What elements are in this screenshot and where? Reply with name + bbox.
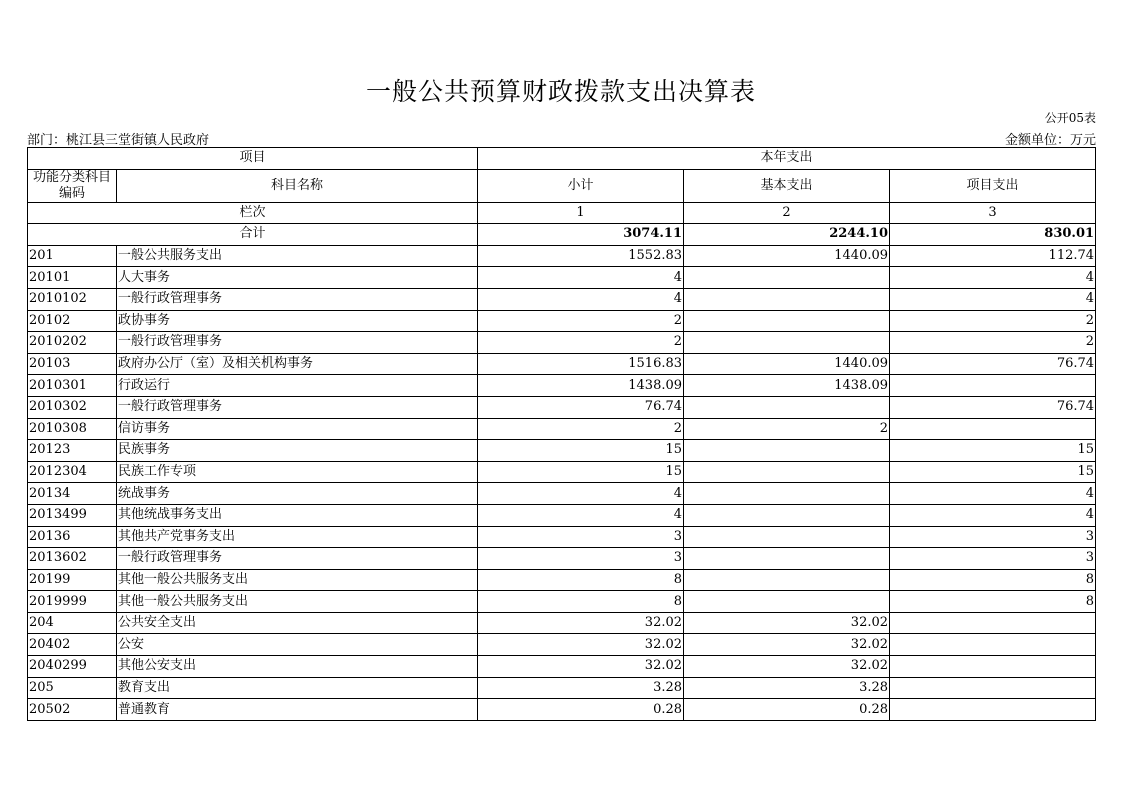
row-program: 4 xyxy=(890,504,1096,526)
row-basic: 32.02 xyxy=(684,612,890,634)
table-row xyxy=(28,418,1096,440)
row-name: 一般行政管理事务 xyxy=(117,332,478,354)
row-subtotal: 4 xyxy=(478,504,684,526)
row-subtotal: 15 xyxy=(478,461,684,483)
row-program: 8 xyxy=(890,591,1096,613)
department-label: 部门：桃江县三堂街镇人民政府 xyxy=(27,133,210,148)
row-code: 20101 xyxy=(28,267,117,289)
row-basic xyxy=(684,288,890,310)
row-program xyxy=(890,699,1096,721)
row-subtotal: 2 xyxy=(478,418,684,440)
row-program: 15 xyxy=(890,461,1096,483)
row-code: 20103 xyxy=(28,353,117,375)
row-basic xyxy=(684,483,890,505)
header-name: 科目名称 xyxy=(117,169,478,202)
row-subtotal: 32.02 xyxy=(478,634,684,656)
row-basic xyxy=(684,504,890,526)
table-row xyxy=(28,375,1096,397)
row-subtotal: 4 xyxy=(478,267,684,289)
row-program xyxy=(890,612,1096,634)
row-subtotal: 32.02 xyxy=(478,656,684,678)
row-code: 2010302 xyxy=(28,396,117,418)
table-row xyxy=(28,440,1096,462)
row-name: 一般行政管理事务 xyxy=(117,396,478,418)
col-index-1: 1 xyxy=(478,202,684,224)
row-code: 204 xyxy=(28,612,117,634)
page-title: 一般公共预算财政拨款支出决算表 xyxy=(365,77,756,106)
row-program: 76.74 xyxy=(890,353,1096,375)
row-name: 其他一般公共服务支出 xyxy=(117,569,478,591)
row-basic xyxy=(684,569,890,591)
row-basic: 1438.09 xyxy=(684,375,890,397)
table-row xyxy=(28,396,1096,418)
row-name: 普通教育 xyxy=(117,699,478,721)
row-code: 205 xyxy=(28,677,117,699)
row-name: 政府办公厅（室）及相关机构事务 xyxy=(117,353,478,375)
row-subtotal: 1552.83 xyxy=(478,245,684,267)
row-code: 20136 xyxy=(28,526,117,548)
header-project: 项目 xyxy=(28,148,478,170)
table-row xyxy=(28,569,1096,591)
row-basic: 1440.09 xyxy=(684,353,890,375)
row-basic xyxy=(684,332,890,354)
row-basic xyxy=(684,461,890,483)
header-basic: 基本支出 xyxy=(684,169,890,202)
row-basic xyxy=(684,267,890,289)
row-program: 4 xyxy=(890,483,1096,505)
row-program xyxy=(890,634,1096,656)
header-code: 功能分类科目编码 xyxy=(28,169,117,202)
row-code: 2010202 xyxy=(28,332,117,354)
row-name: 其他共产党事务支出 xyxy=(117,526,478,548)
table-row xyxy=(28,612,1096,634)
row-name: 行政运行 xyxy=(117,375,478,397)
row-code: 2040299 xyxy=(28,656,117,678)
row-basic: 32.02 xyxy=(684,656,890,678)
row-code: 20199 xyxy=(28,569,117,591)
row-program xyxy=(890,375,1096,397)
header-row-1 xyxy=(28,148,1096,170)
row-subtotal: 3 xyxy=(478,548,684,570)
row-name: 民族工作专项 xyxy=(117,461,478,483)
row-basic xyxy=(684,548,890,570)
table-row xyxy=(28,310,1096,332)
table-row xyxy=(28,288,1096,310)
row-program: 76.74 xyxy=(890,396,1096,418)
row-program: 4 xyxy=(890,288,1096,310)
row-basic xyxy=(684,440,890,462)
row-subtotal: 1516.83 xyxy=(478,353,684,375)
table-row xyxy=(28,483,1096,505)
row-basic: 32.02 xyxy=(684,634,890,656)
row-code: 2010308 xyxy=(28,418,117,440)
row-subtotal: 8 xyxy=(478,569,684,591)
row-name: 其他统战事务支出 xyxy=(117,504,478,526)
table-row xyxy=(28,656,1096,678)
col-index-3: 3 xyxy=(890,202,1096,224)
header-program: 项目支出 xyxy=(890,169,1096,202)
row-code: 20502 xyxy=(28,699,117,721)
row-subtotal: 1438.09 xyxy=(478,375,684,397)
row-name: 一般行政管理事务 xyxy=(117,548,478,570)
total-label: 合计 xyxy=(28,224,478,246)
row-name: 公共安全支出 xyxy=(117,612,478,634)
table-row xyxy=(28,677,1096,699)
row-program: 4 xyxy=(890,267,1096,289)
row-basic: 2 xyxy=(684,418,890,440)
row-code: 20102 xyxy=(28,310,117,332)
total-row xyxy=(28,224,1096,246)
row-program xyxy=(890,677,1096,699)
row-basic xyxy=(684,591,890,613)
row-subtotal: 4 xyxy=(478,288,684,310)
table-row xyxy=(28,634,1096,656)
row-code: 2013499 xyxy=(28,504,117,526)
table-row xyxy=(28,245,1096,267)
row-program: 2 xyxy=(890,332,1096,354)
row-basic xyxy=(684,396,890,418)
row-subtotal: 8 xyxy=(478,591,684,613)
table-row xyxy=(28,461,1096,483)
row-basic: 3.28 xyxy=(684,677,890,699)
row-basic: 1440.09 xyxy=(684,245,890,267)
expenditure-table xyxy=(27,147,1096,721)
row-program: 3 xyxy=(890,548,1096,570)
row-subtotal: 3 xyxy=(478,526,684,548)
table-row xyxy=(28,699,1096,721)
row-code: 2012304 xyxy=(28,461,117,483)
row-code: 2019999 xyxy=(28,591,117,613)
row-subtotal: 76.74 xyxy=(478,396,684,418)
row-name: 信访事务 xyxy=(117,418,478,440)
row-name: 一般公共服务支出 xyxy=(117,245,478,267)
row-subtotal: 3.28 xyxy=(478,677,684,699)
row-code: 2010301 xyxy=(28,375,117,397)
row-basic: 0.28 xyxy=(684,699,890,721)
row-name: 教育支出 xyxy=(117,677,478,699)
row-code: 20123 xyxy=(28,440,117,462)
row-code: 20134 xyxy=(28,483,117,505)
row-program: 15 xyxy=(890,440,1096,462)
column-index-row xyxy=(28,202,1096,224)
row-program: 3 xyxy=(890,526,1096,548)
row-code: 201 xyxy=(28,245,117,267)
total-subtotal: 3074.11 xyxy=(478,224,684,246)
row-name: 人大事务 xyxy=(117,267,478,289)
table-row xyxy=(28,267,1096,289)
row-name: 公安 xyxy=(117,634,478,656)
table-row xyxy=(28,526,1096,548)
col-label: 栏次 xyxy=(28,202,478,224)
total-program: 830.01 xyxy=(890,224,1096,246)
row-program xyxy=(890,656,1096,678)
table-row xyxy=(28,591,1096,613)
row-program: 2 xyxy=(890,310,1096,332)
row-name: 其他公安支出 xyxy=(117,656,478,678)
table-row xyxy=(28,353,1096,375)
total-basic: 2244.10 xyxy=(684,224,890,246)
row-subtotal: 2 xyxy=(478,332,684,354)
row-subtotal: 32.02 xyxy=(478,612,684,634)
row-basic xyxy=(684,526,890,548)
table-row xyxy=(28,332,1096,354)
row-name: 统战事务 xyxy=(117,483,478,505)
row-code: 20402 xyxy=(28,634,117,656)
form-code: 公开05表 xyxy=(1044,111,1096,125)
row-name: 一般行政管理事务 xyxy=(117,288,478,310)
header-subtotal: 小计 xyxy=(478,169,684,202)
unit-label: 金额单位：万元 xyxy=(1004,133,1096,148)
row-name: 其他一般公共服务支出 xyxy=(117,591,478,613)
row-name: 民族事务 xyxy=(117,440,478,462)
row-code: 2013602 xyxy=(28,548,117,570)
col-index-2: 2 xyxy=(684,202,890,224)
row-code: 2010102 xyxy=(28,288,117,310)
row-name: 政协事务 xyxy=(117,310,478,332)
table-row xyxy=(28,548,1096,570)
row-program: 112.74 xyxy=(890,245,1096,267)
row-subtotal: 0.28 xyxy=(478,699,684,721)
row-subtotal: 15 xyxy=(478,440,684,462)
table-row xyxy=(28,504,1096,526)
row-subtotal: 4 xyxy=(478,483,684,505)
row-basic xyxy=(684,310,890,332)
row-program xyxy=(890,418,1096,440)
header-annual: 本年支出 xyxy=(478,148,1096,170)
header-row-2 xyxy=(28,169,1096,202)
row-program: 8 xyxy=(890,569,1096,591)
row-subtotal: 2 xyxy=(478,310,684,332)
